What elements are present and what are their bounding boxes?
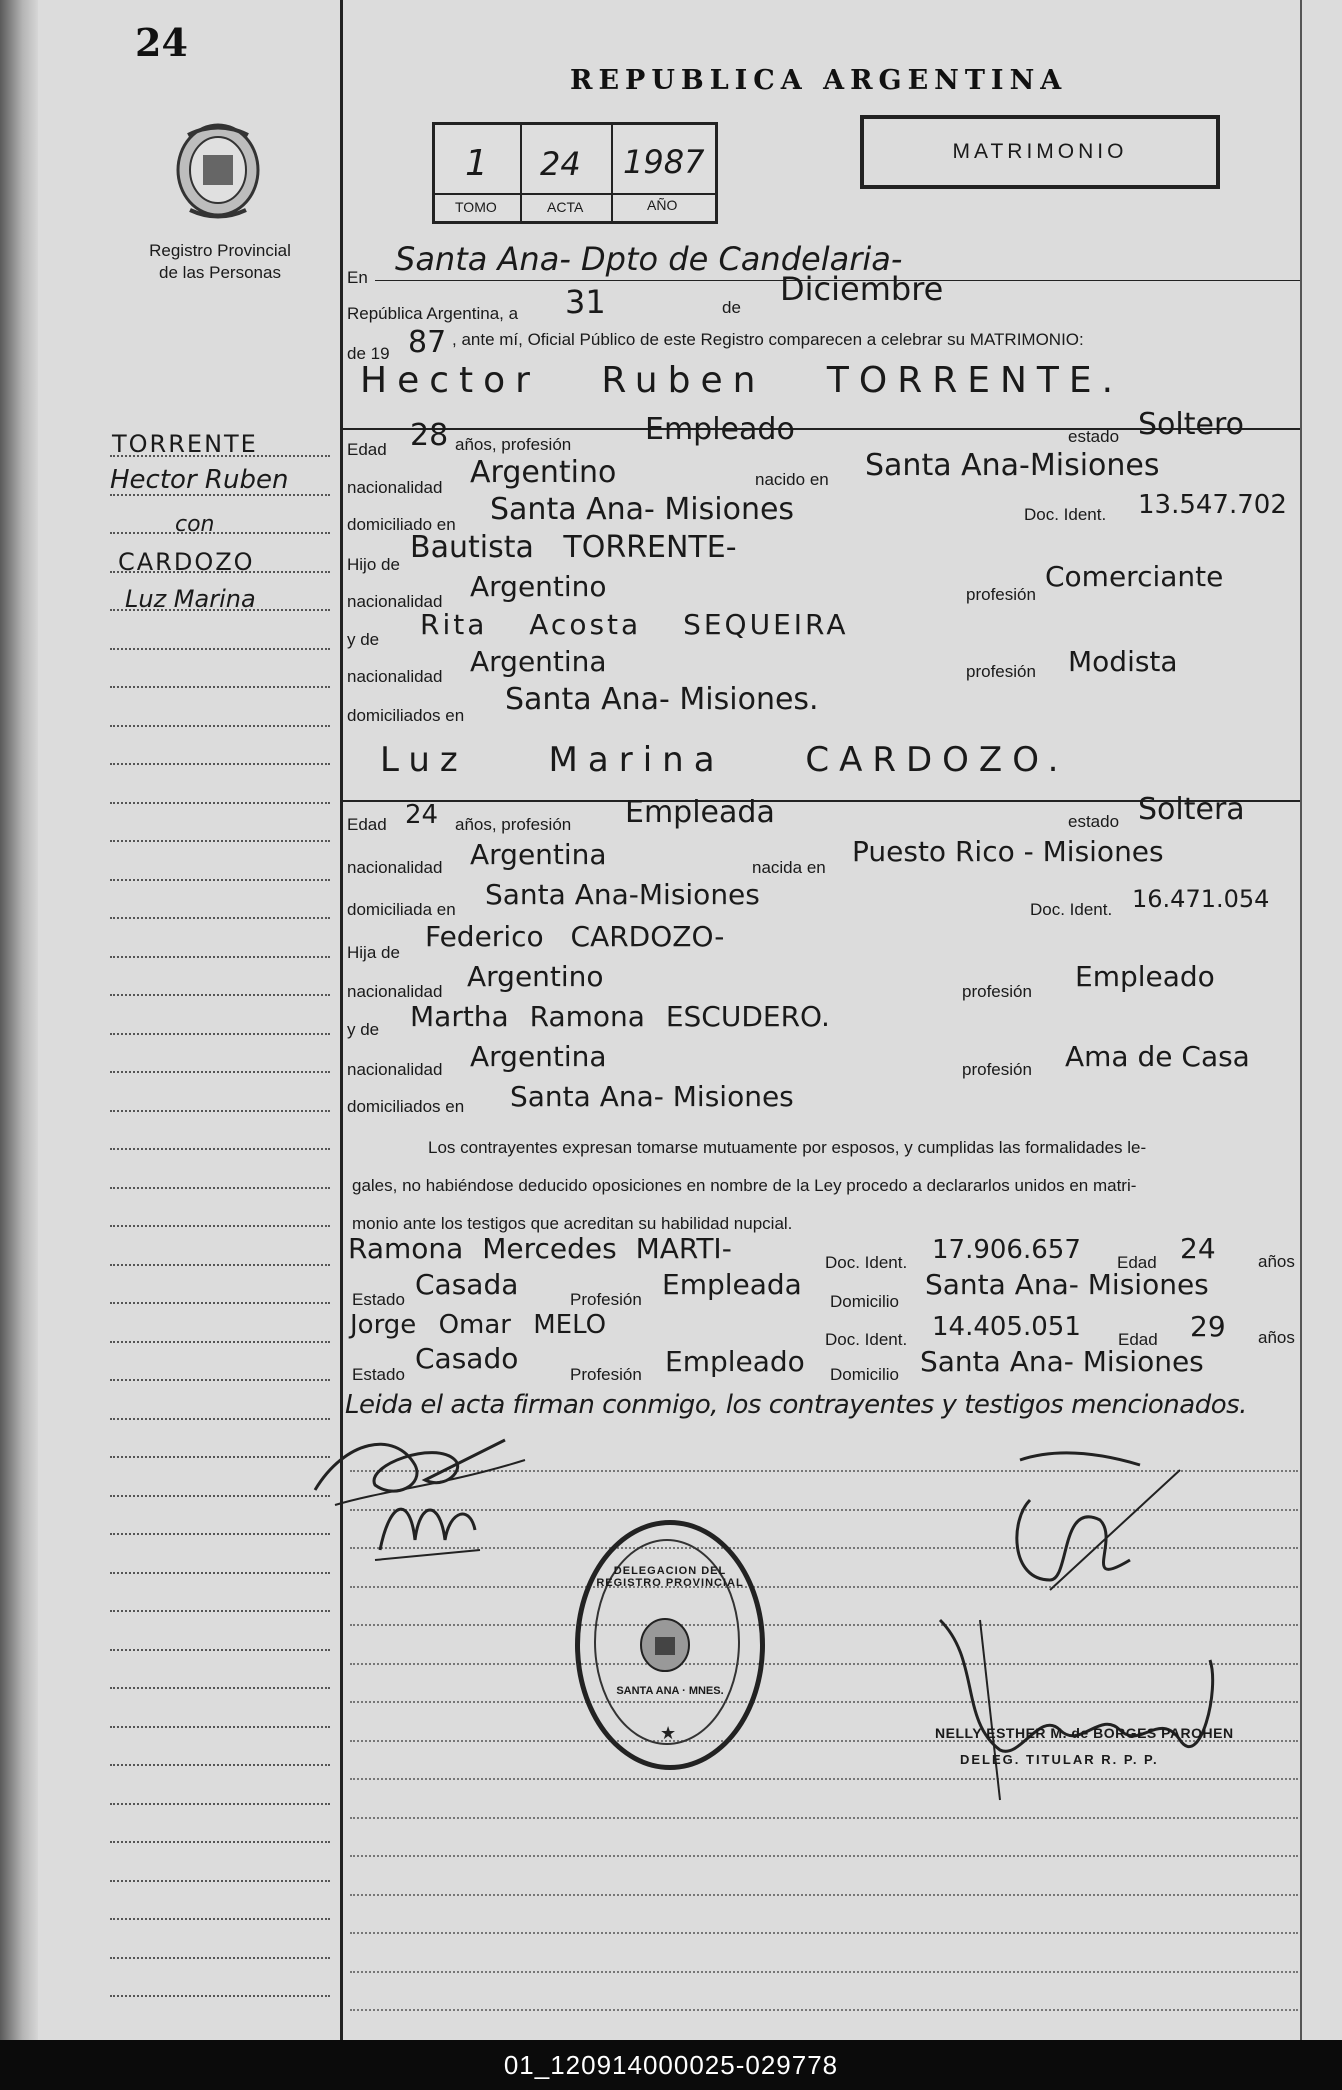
margin-ruled-line [110, 1495, 330, 1497]
groom-nacido-label: nacido en [755, 470, 829, 489]
margin-ruled-line [110, 1379, 330, 1381]
declaration-line-3: monio ante los testigos que acreditan su habilidad nupcial. [352, 1214, 793, 1233]
margin-ruled-line [110, 763, 330, 765]
bride-edad: 24 [405, 800, 439, 830]
margin-ruled-line [110, 802, 330, 804]
margin-ruled-line [110, 1187, 330, 1189]
witness2-domicilio-label: Domicilio [830, 1365, 899, 1384]
groom-mother: Rita Acosta SEQUEIRA [420, 608, 849, 641]
tomo-value: 1 [465, 143, 488, 184]
declaration-line-2: gales, no habiéndose deducido oposiciones en nombre de la Ley procedo a declararlos unidos en matri- [352, 1176, 1137, 1195]
bride-mother-nac: Argentina [470, 1040, 607, 1073]
margin-ruled-line [110, 917, 330, 919]
bride-mother-prof-label: profesión [962, 1060, 1032, 1079]
right-ruled-line [350, 2009, 1298, 2011]
groom-nacido: Santa Ana-Misiones [865, 448, 1160, 483]
bride-parents-dom-label: domiciliados en [347, 1097, 465, 1116]
place-value: Santa Ana- Dpto de Candelaria- [395, 240, 903, 278]
margin-ruled-line [110, 994, 330, 996]
bride-edad-label: Edad [347, 815, 387, 834]
margin-ruled-line [110, 686, 330, 688]
seal-emblem-icon [635, 1615, 695, 1675]
margin-ruled-line [110, 1071, 330, 1073]
year-suffix: 87 [408, 325, 447, 360]
signature-official [920, 1600, 1250, 1810]
margin-note-surname: TORRENTE [112, 430, 258, 458]
coat-of-arms-icon [168, 115, 268, 225]
margin-ruled-line [110, 1918, 330, 1920]
right-ruled-line [350, 1817, 1298, 1819]
bride-estado-label: estado [1068, 812, 1120, 831]
groom-father: Bautista TORRENTE- [410, 530, 737, 565]
witness1-doc: 17.906.657 [932, 1235, 1081, 1265]
record-id-box [432, 122, 718, 224]
bride-profesion: Empleada [625, 795, 775, 830]
right-ruled-line [350, 1855, 1298, 1857]
groom-nacionalidad: Argentino [470, 455, 617, 490]
bride-nacionalidad: Argentina [470, 838, 607, 871]
groom-name: Hector Ruben TORRENTE. [360, 360, 1124, 401]
margin-divider [340, 0, 343, 2040]
year-prefix: de 19 [347, 344, 390, 363]
official-seal [575, 1520, 765, 1770]
witness1-anos-label: años [1258, 1252, 1295, 1271]
margin-ruled-line [110, 1880, 330, 1882]
margin-ruled-line [110, 1841, 330, 1843]
day-value: 31 [565, 283, 606, 321]
act-type-label: MATRIMONIO [952, 140, 1128, 163]
margin-note-con: con [175, 512, 215, 537]
bride-nac-label: nacionalidad [347, 858, 443, 877]
bride-hija-label: Hija de [347, 943, 400, 962]
de-label: de [722, 298, 741, 317]
witness2-profesion: Empleado [665, 1345, 805, 1378]
margin-ruled-line [110, 1533, 330, 1535]
groom-father-nac-label: nacionalidad [347, 592, 443, 611]
witness1-doc-label: Doc. Ident. [825, 1253, 908, 1272]
margin-ruled-line [110, 532, 330, 534]
bride-doc: 16.471.054 [1132, 885, 1270, 913]
closing-statement: Leida el acta firman conmigo, los contrayentes y testigos mencionados. [345, 1390, 1247, 1420]
witness1-profesion-label: Profesión [570, 1290, 642, 1309]
ano-value: 1987 [623, 143, 705, 181]
margin-note-name2: Luz Marina [125, 585, 256, 613]
groom-estado: Soltero [1138, 407, 1244, 442]
bride-mother: Martha Ramona ESCUDERO. [410, 1000, 830, 1033]
witness2-edad: 29 [1190, 1310, 1226, 1343]
witness1-domicilio-label: Domicilio [830, 1292, 899, 1311]
ano-label: AÑO [647, 197, 678, 213]
witness1-estado: Casada [415, 1268, 519, 1301]
bride-name: Luz Marina CARDOZO. [380, 740, 1069, 780]
margin-ruled-line [110, 1418, 330, 1420]
bride-father-prof-label: profesión [962, 982, 1032, 1001]
groom-profesion-label: años, profesión [455, 435, 572, 454]
bride-father-prof: Empleado [1075, 960, 1215, 993]
signature-bride [370, 1480, 490, 1570]
groom-domicilio: Santa Ana- Misiones [490, 492, 795, 527]
right-ruled-line [350, 1894, 1298, 1896]
groom-profesion: Empleado [645, 412, 795, 447]
acta-value: 24 [540, 145, 581, 183]
witness2-doc-label: Doc. Ident. [825, 1330, 908, 1349]
declaration-line-1: Los contrayentes expresan tomarse mutuamente por esposos, y cumplidas las formalidades le- [428, 1138, 1147, 1157]
witness2-doc: 14.405.051 [932, 1312, 1081, 1342]
groom-father-nac: Argentino [470, 570, 607, 603]
registry-name: Registro Provincial de las Personas [149, 241, 291, 282]
margin-ruled-line [110, 1148, 330, 1150]
witness1-estado-label: Estado [352, 1290, 405, 1309]
bride-profesion-label: años, profesión [455, 815, 572, 834]
bride-domicilio: Santa Ana-Misiones [485, 878, 760, 911]
groom-mother-nac-label: nacionalidad [347, 667, 443, 686]
margin-ruled-line [110, 494, 330, 496]
groom-estado-label: estado [1068, 427, 1120, 446]
bride-mother-nac-label: nacionalidad [347, 1060, 443, 1079]
margin-note-name: Hector Ruben [110, 465, 289, 495]
margin-ruled-line [110, 648, 330, 650]
groom-hijo-label: Hijo de [347, 555, 400, 574]
margin-ruled-line [110, 1264, 330, 1266]
witness2-edad-label: Edad [1118, 1330, 1158, 1349]
margin-ruled-line [110, 1033, 330, 1035]
witness2-estado-label: Estado [352, 1365, 405, 1384]
groom-nac-label: nacionalidad [347, 478, 443, 497]
bride-father: Federico CARDOZO- [425, 920, 725, 953]
margin-note-surname2: CARDOZO [118, 548, 255, 576]
margin-ruled-line [110, 956, 330, 958]
margin-ruled-line [110, 1995, 330, 1997]
right-border [1300, 0, 1302, 2040]
seal-text-bottom: SANTA ANA · MNES. [616, 1685, 724, 1697]
margin-ruled-line [110, 879, 330, 881]
margin-ruled-line [110, 1572, 330, 1574]
bride-estado: Soltera [1138, 792, 1245, 827]
tomo-label: TOMO [455, 199, 497, 215]
groom-doc: 13.547.702 [1138, 490, 1287, 520]
groom-dom-label: domiciliado en [347, 515, 456, 534]
book-spine [0, 0, 38, 2040]
groom-mother-nac: Argentina [470, 645, 607, 678]
republica-label: República Argentina, a [347, 304, 519, 323]
groom-parents-dom-label: domiciliados en [347, 706, 465, 725]
bride-nacida: Puesto Rico - Misiones [852, 835, 1164, 868]
margin-ruled-line [110, 609, 330, 611]
margin-ruled-line [110, 1726, 330, 1728]
country-heading: REPUBLICA ARGENTINA [570, 65, 1068, 96]
witness1-edad: 24 [1180, 1232, 1216, 1265]
groom-parents-dom: Santa Ana- Misiones. [505, 682, 819, 717]
official-title: DELEG. TITULAR R. P. P. [960, 1752, 1159, 1767]
witness1-edad-label: Edad [1117, 1253, 1157, 1272]
bride-mother-prof: Ama de Casa [1065, 1040, 1250, 1073]
groom-mother-prof: Modista [1068, 645, 1178, 678]
right-ruled-line [350, 1932, 1298, 1934]
margin-ruled-line [110, 1225, 330, 1227]
witness2-anos-label: años [1258, 1328, 1295, 1347]
groom-edad: 28 [410, 418, 449, 453]
witness2-domicilio: Santa Ana- Misiones [920, 1345, 1204, 1378]
margin-ruled-line [110, 1456, 330, 1458]
witness1-profesion: Empleada [662, 1268, 802, 1301]
margin-ruled-line [110, 840, 330, 842]
groom-father-prof-label: profesión [966, 585, 1036, 604]
acta-label: ACTA [547, 199, 584, 215]
bride-parents-dom: Santa Ana- Misiones [510, 1080, 794, 1113]
witness2-profesion-label: Profesión [570, 1365, 642, 1384]
margin-ruled-line [110, 1957, 330, 1959]
right-ruled-line [350, 1971, 1298, 1973]
bride-father-nac-label: nacionalidad [347, 982, 443, 1001]
groom-mother-prof-label: profesión [966, 662, 1036, 681]
document-footer-code: 01_120914000025-029778 [0, 2040, 1342, 2090]
witness1-domicilio: Santa Ana- Misiones [925, 1268, 1209, 1301]
margin-ruled-line [110, 455, 330, 457]
margin-ruled-line [110, 1764, 330, 1766]
margin-ruled-line [110, 571, 330, 573]
official-name: NELLY ESTHER M. de BORGES PAROHEN [935, 1725, 1234, 1741]
signature-witness-1 [990, 1440, 1190, 1600]
en-label: En [347, 268, 368, 287]
margin-ruled-line [110, 1687, 330, 1689]
margin-ruled-line [110, 1110, 330, 1112]
margin-ruled-line [110, 1649, 330, 1651]
seal-text-top: DELEGACION DEL REGISTRO PROVINCIAL [596, 1565, 744, 1589]
bride-dom-label: domiciliada en [347, 900, 456, 919]
margin-ruled-line [110, 725, 330, 727]
seal-star-icon: ★ [660, 1723, 677, 1743]
witness2-name: Jorge Omar MELO [350, 1310, 607, 1340]
groom-father-prof: Comerciante [1045, 560, 1224, 593]
ante-text: , ante mí, Oficial Público de este Registro comparecen a celebrar su MATRIMONIO: [452, 330, 1084, 349]
month-value: Diciembre [780, 270, 944, 308]
margin-ruled-line [110, 1803, 330, 1805]
bride-doc-label: Doc. Ident. [1030, 900, 1113, 919]
act-type-box [860, 115, 1220, 189]
witness2-estado: Casado [415, 1342, 519, 1375]
bride-nacida-label: nacida en [752, 858, 826, 877]
margin-ruled-line [110, 1610, 330, 1612]
bride-y-de-label: y de [347, 1020, 380, 1039]
margin-ruled-line [110, 1341, 330, 1343]
groom-y-de-label: y de [347, 630, 380, 649]
groom-doc-label: Doc. Ident. [1024, 505, 1107, 524]
bride-father-nac: Argentino [467, 960, 604, 993]
witness1-name: Ramona Mercedes MARTI- [348, 1232, 732, 1265]
page-number: 24 [135, 20, 188, 65]
groom-edad-label: Edad [347, 440, 387, 459]
margin-ruled-line [110, 1302, 330, 1304]
